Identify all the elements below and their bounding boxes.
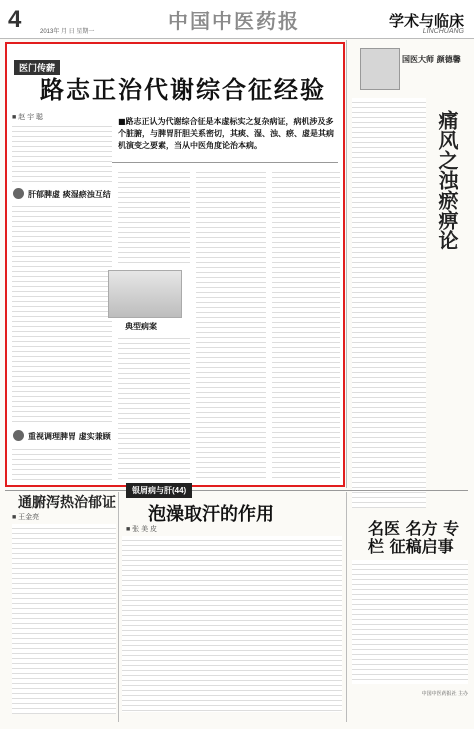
footer-text: 中国中医药报社 主办 (421, 691, 468, 697)
subheading-1: 肝郁脾虚 痰湿瘀浊互结 (28, 189, 111, 199)
body-text-block (118, 334, 190, 480)
body-text-block (12, 445, 112, 481)
bottom-left-byline: ■ 王金亮 (12, 514, 40, 521)
bottom-left-headline: 通腑泻热治郁证 (18, 495, 116, 511)
body-text-block (272, 168, 340, 480)
column-rule (346, 492, 347, 722)
column-tag: 医门传薪 (14, 60, 60, 75)
masthead (0, 0, 474, 39)
section-marker-icon (13, 188, 24, 199)
issue-date: 2013年 月 日 星期一 (40, 29, 95, 35)
column-rule (346, 40, 347, 488)
article-headline: 路志正治代谢综合征经验 (40, 75, 326, 104)
vertical-article-title: 痛风之浊瘀痹论 (435, 110, 459, 250)
section-title: 学术与临床 (388, 12, 464, 30)
body-text-block (12, 524, 116, 714)
author-portrait (360, 48, 400, 90)
article-illustration (108, 270, 182, 318)
article-byline: ■ 赵 宇 聪 (12, 114, 44, 121)
divider (5, 490, 468, 491)
body-text-block (196, 168, 266, 480)
column-rule (118, 492, 119, 722)
body-text-block (12, 122, 112, 182)
series-tag: 银屑病与肝(44) (126, 483, 192, 498)
subheading-2: 重视调理脾胃 虚实兼顾 (28, 431, 111, 441)
body-text-block (122, 536, 342, 712)
page-number: 4 (8, 6, 22, 33)
section-marker-icon (13, 430, 24, 441)
newspaper-logo: 中国中医药报 (168, 9, 300, 33)
bottom-mid-byline: ■ 张 美 皮 (126, 526, 158, 533)
body-text-block (118, 168, 190, 264)
call-for-papers-title: 名医 名方 专栏 征稿启事 (368, 519, 460, 556)
portrait-caption: 国医大师 颜德馨 (402, 54, 461, 64)
section-pinyin: LINCHUANG (422, 28, 464, 35)
body-text-block (12, 202, 112, 422)
bottom-mid-headline: 泡澡取汗的作用 (148, 504, 274, 525)
case-title: 典型病案 (125, 321, 157, 331)
article-intro: ■路志正认为代谢综合征是本虚标实之复杂病证，病机涉及多个脏腑，与脾胃肝胆关系密切，其痰、湿、浊、瘀、虚是其病机演变之要素，当从中医角度论治本病。 (118, 116, 334, 150)
body-text-block (352, 98, 426, 508)
body-text-block (352, 560, 468, 684)
